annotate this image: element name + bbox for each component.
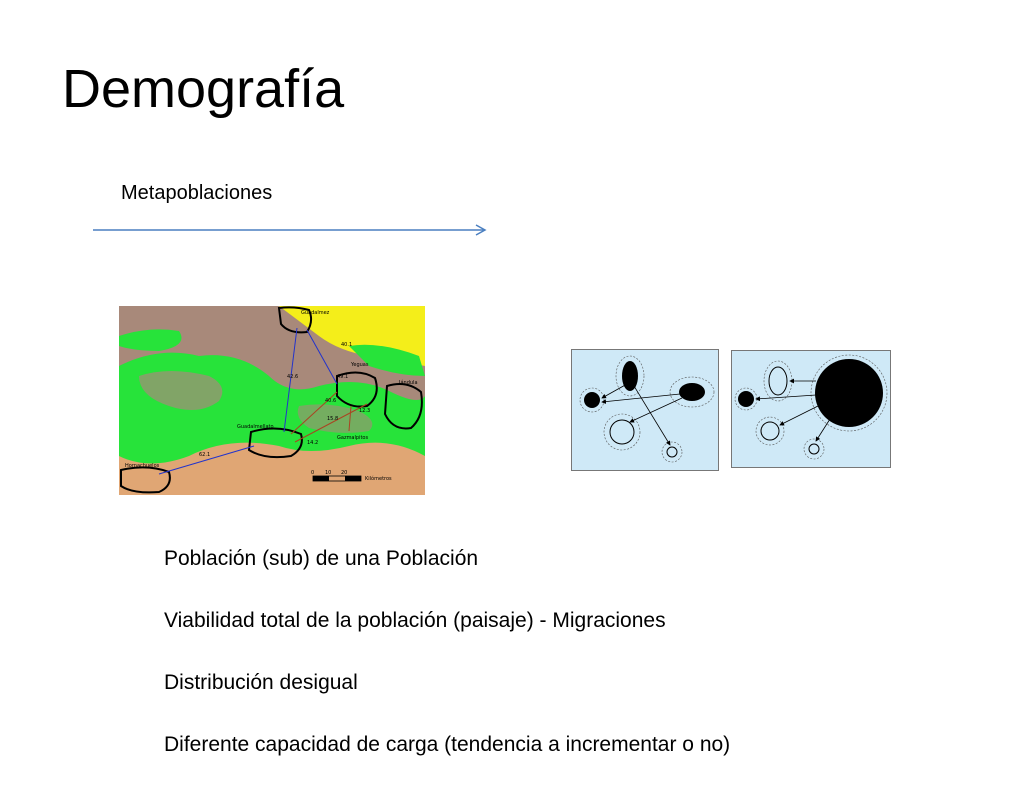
map-distance-label: 15.8 xyxy=(327,416,339,422)
map-label-gazmalpitos: Gazmalpitos xyxy=(337,435,369,441)
metapopulation-diagram-1 xyxy=(571,349,719,471)
slide-subtitle: Metapoblaciones xyxy=(121,182,273,204)
bullet-item: Distribución desigual xyxy=(164,671,358,694)
map-label-guadalmez: Guadalmez xyxy=(301,310,330,316)
map-distance-label: 62.1 xyxy=(199,452,211,458)
map-label-yeguas: Yeguas xyxy=(351,362,369,368)
metapopulation-map xyxy=(119,306,425,495)
right-arrow-icon xyxy=(92,222,492,238)
slide-title: Demografía xyxy=(62,59,345,119)
bullet-item: Diferente capacidad de carga (tendencia a incrementar o no) xyxy=(164,733,731,756)
map-distance-label: 14.2 xyxy=(307,440,319,446)
map-scale-label: 0 xyxy=(311,470,315,476)
map-distance-label: 12.3 xyxy=(359,408,371,414)
map-distance-label: 40.6 xyxy=(325,398,337,404)
map-label-hornachuelos: Hornachuelos xyxy=(125,463,160,469)
map-label-guadalmellato: Guadalmellato xyxy=(237,424,274,430)
bullet-item: Población (sub) de una Población xyxy=(164,547,479,570)
metapopulation-diagram-2 xyxy=(731,350,891,468)
map-distance-label: 40.1 xyxy=(341,342,353,348)
map-distance-label: 42.6 xyxy=(287,374,299,380)
bullet-list xyxy=(164,546,730,794)
bullet-item: Viabilidad total de la población (paisaje) - Migraciones xyxy=(164,609,666,632)
map-scale-label: 10 xyxy=(325,470,332,476)
map-scale-label: 20 xyxy=(341,470,348,476)
map-scale-unit: Kilómetros xyxy=(365,476,392,482)
map-distance-label: 49.1 xyxy=(337,374,349,380)
map-label-jandula: Jándula xyxy=(399,380,418,386)
